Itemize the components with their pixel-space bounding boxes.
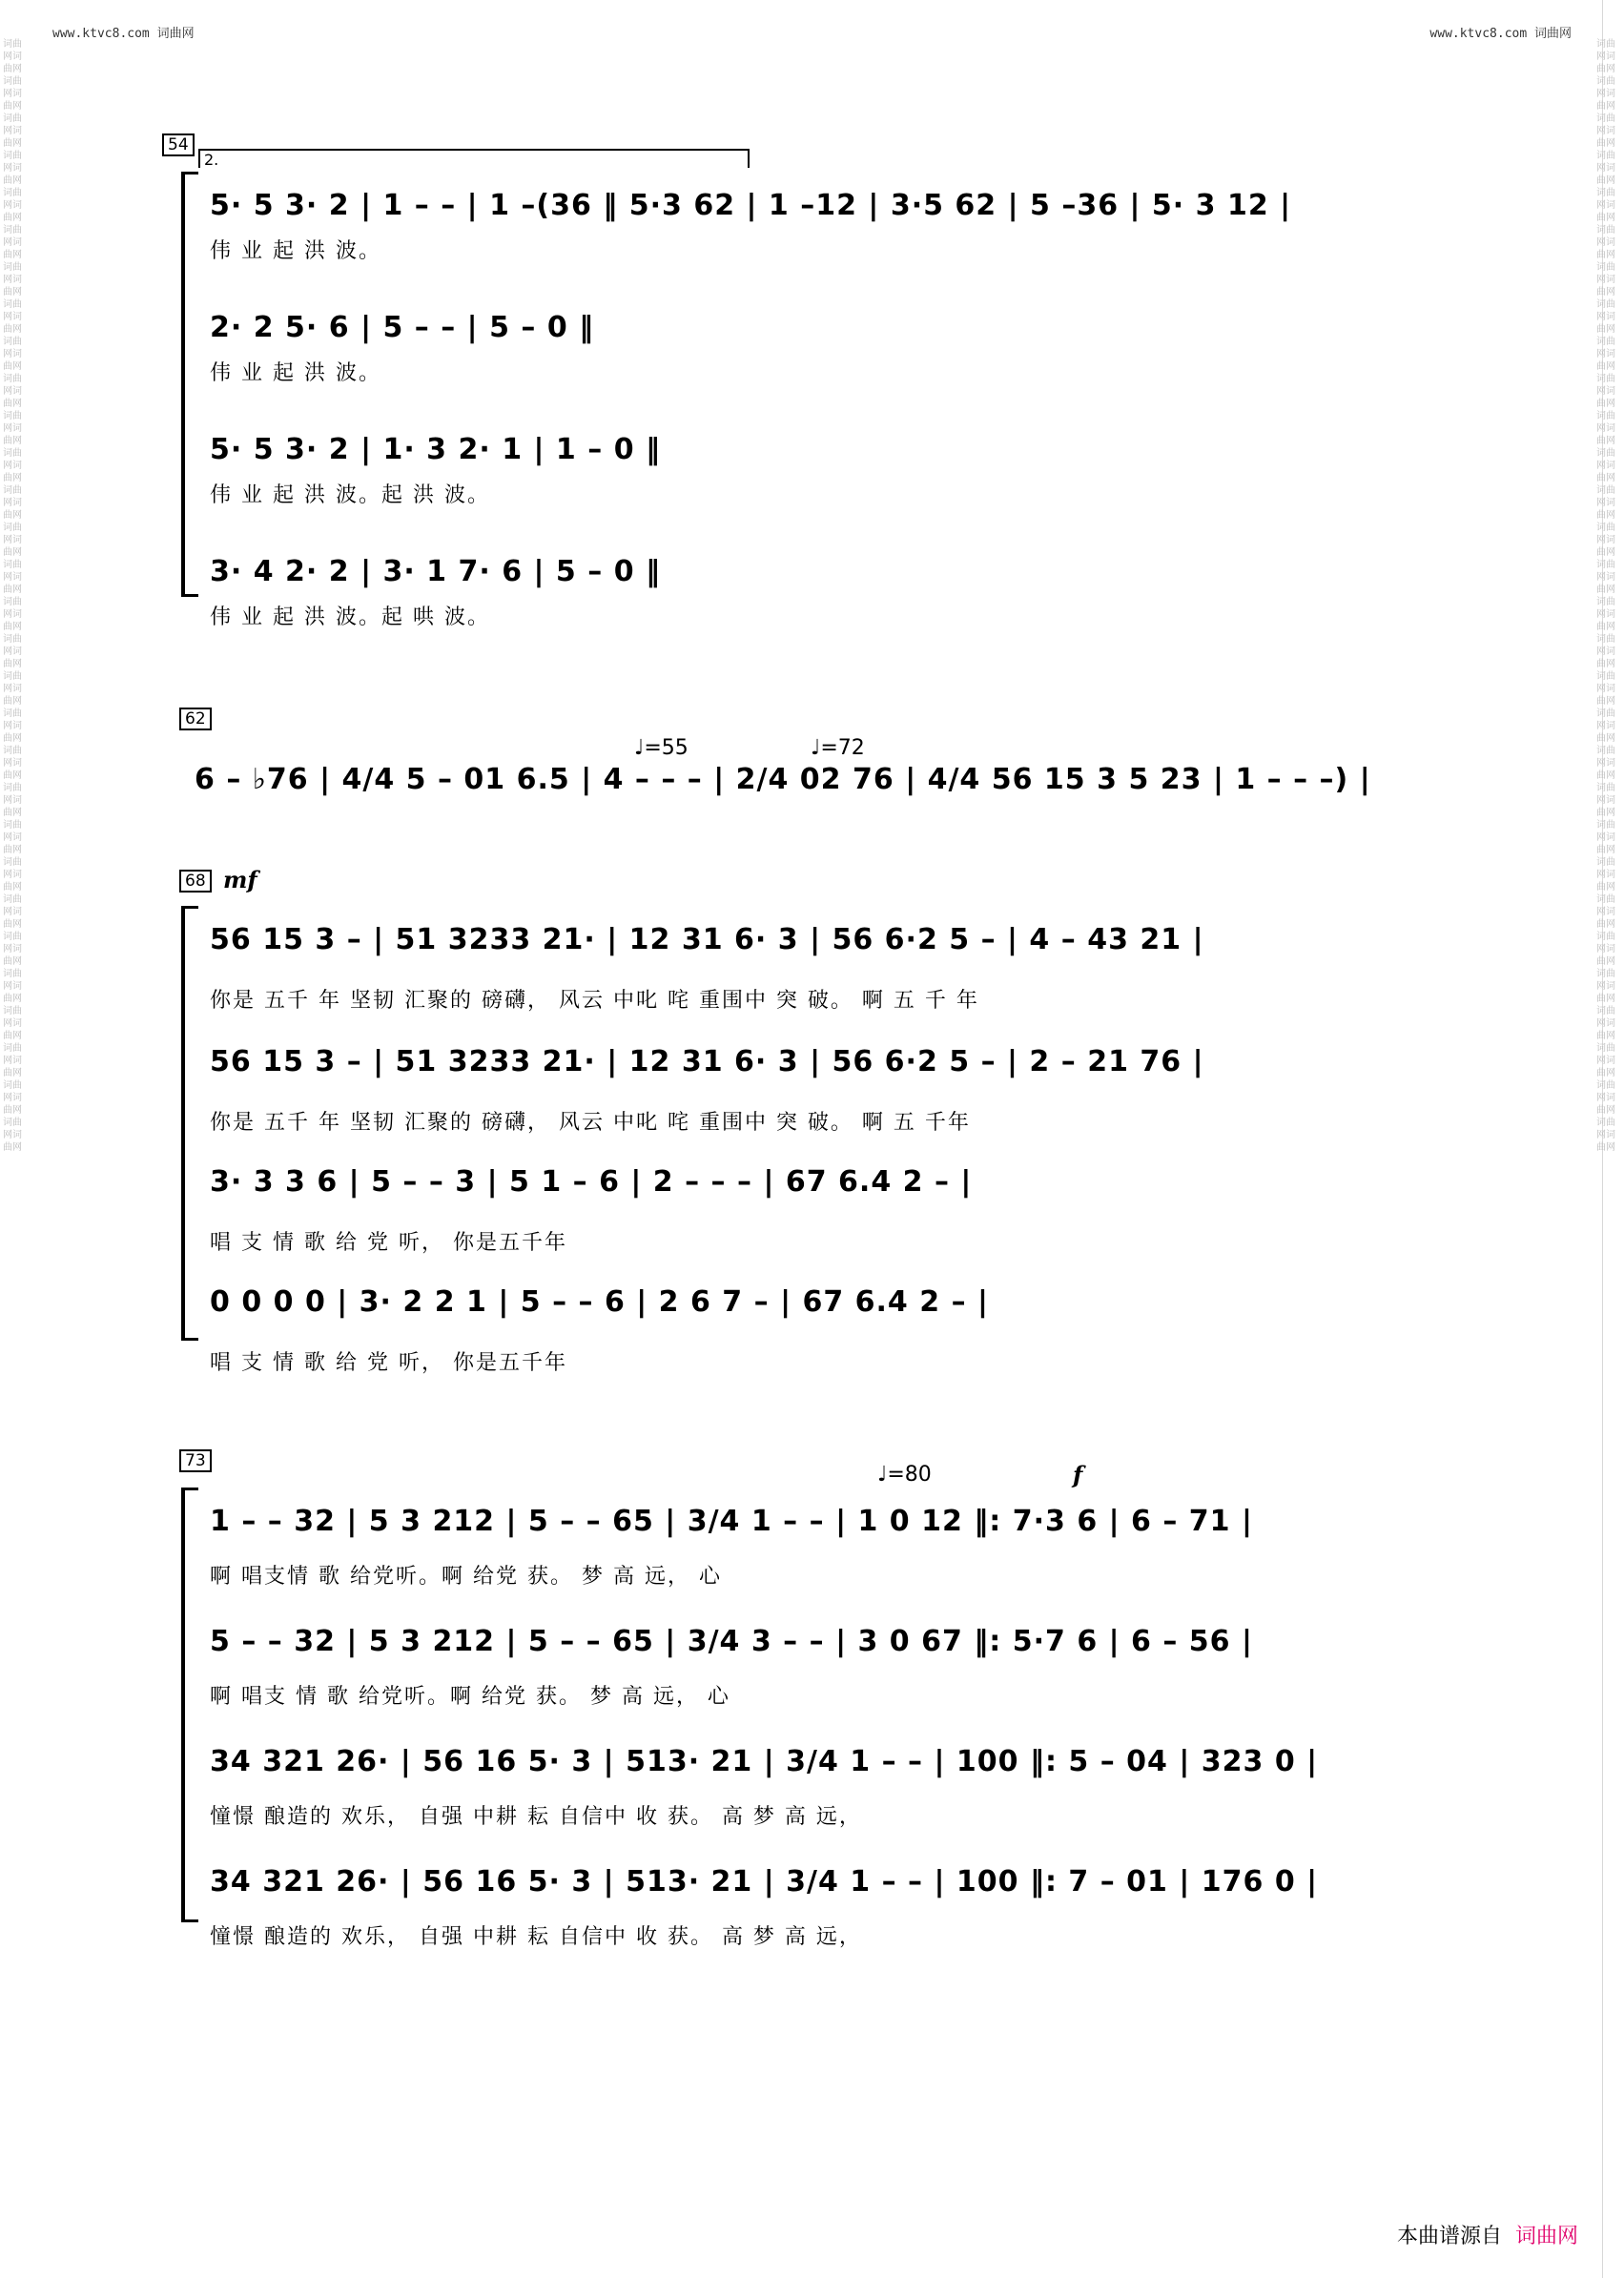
notation: 34 321 26· | 56 16 5· 3 | 513· 21 | 3/4 1 – – | 100 ‖: 5 – 04 | 323 0 | [210, 1745, 1319, 1778]
lyrics: 伟 业 起 洪 波。起 洪 波。 [210, 483, 490, 507]
score-system-73 [181, 1449, 1459, 1949]
dynamic-marking: f [1073, 1461, 1083, 1488]
footer-credit [1397, 2220, 1578, 2249]
notation: 6 – ♭76 | 4/4 5 – 01 6.5 | 4 – – – | 2/4 02 76 | 4/4 56 15 3 5 23 | 1 – – –) | [195, 763, 1371, 796]
lyrics: 憧憬 酿造的 欢乐， 自强 中耕 耘 自信中 收 获。 高 梦 高 远， [210, 1925, 862, 1949]
tempo-marking: ♩=80 [877, 1463, 932, 1487]
lyrics: 唱 支 情 歌 给 党 听， 你是五千年 [210, 1231, 567, 1255]
notation: 5 – – 32 | 5 3 212 | 5 – – 65 | 3/4 3 – – | 3 0 67 ‖: 5·7 6 | 6 – 56 | [210, 1625, 1253, 1658]
lyrics: 伟 业 起 洪 波。 [210, 239, 381, 263]
notation: 3· 3 3 6 | 5 – – 3 | 5 1 – 6 | 2 – – – | 67 6.4 2 – | [210, 1165, 973, 1199]
lyrics: 伟 业 起 洪 波。 [210, 361, 381, 385]
notation: 34 321 26· | 56 16 5· 3 | 513· 21 | 3/4 1 – – | 100 ‖: 7 – 01 | 176 0 | [210, 1865, 1319, 1898]
tempo-marking: ♩=55 [634, 736, 689, 760]
right-margin-watermark: 词曲网词曲网词曲网词曲网词曲网词曲网词曲网词曲网词曲网词曲网词曲网词曲网词曲网词曲网词曲网词曲网词曲网词曲网词曲网词曲网词曲网词曲网词曲网词曲网词曲网词曲网词曲网词曲网词曲网词曲网词曲网词曲网词曲网词曲网词曲网词曲网词曲网词曲网词曲网词曲网词曲网词曲网词曲网词曲网词曲网词曲网词曲网词曲网词曲网词曲网词曲网词曲网词曲网词曲网词曲网词曲网词曲网词曲网词曲网词曲网 [1596, 39, 1615, 1153]
header-left-url: www.ktvc8.com 词曲网 [52, 27, 195, 41]
dynamic-marking: mf [223, 866, 257, 893]
system-bracket [181, 1488, 198, 1922]
measure-number: 68 [179, 870, 212, 893]
notation: 0 0 0 0 | 3· 2 2 1 | 5 – – 6 | 2 6 7 – | 67 6.4 2 – | [210, 1285, 989, 1319]
tempo-marking: ♩=72 [811, 736, 865, 760]
notation: 2· 2 5· 6 | 5 – – | 5 – 0 ‖ [210, 311, 595, 344]
volta-bracket: 2. [198, 149, 750, 168]
system-bracket [181, 906, 198, 1341]
notation: 56 15 3 – | 51 3233 21· | 12 31 6· 3 | 56 6·2 5 – | 2 – 21 76 | [210, 1045, 1204, 1078]
notation: 3· 4 2· 2 | 3· 1 7· 6 | 5 – 0 ‖ [210, 555, 662, 588]
score-system-62 [181, 708, 1459, 822]
lyrics: 唱 支 情 歌 给 党 听， 你是五千年 [210, 1351, 567, 1375]
notation: 5· 5 3· 2 | 1 – – | 1 –(36 ‖ 5·3 62 | 1 –12 | 3·5 62 | 5 –36 | 5· 3 12 | [210, 189, 1292, 222]
lyrics: 你是 五千 年 坚韧 汇聚的 磅礴， 风云 中叱 咤 重围中 突 破。 啊 五 千 年 [210, 989, 979, 1013]
lyrics: 啊 唱支情 歌 给党听。啊 给党 获。 梦 高 远， 心 [210, 1565, 722, 1589]
lyrics: 憧憬 酿造的 欢乐， 自强 中耕 耘 自信中 收 获。 高 梦 高 远， [210, 1805, 862, 1829]
system-bracket [181, 172, 198, 597]
notation: 1 – – 32 | 5 3 212 | 5 – – 65 | 3/4 1 – – | 1 0 12 ‖: 7·3 6 | 6 – 71 | [210, 1505, 1253, 1538]
notation: 56 15 3 – | 51 3233 21· | 12 31 6· 3 | 56 6·2 5 – | 4 – 43 21 | [210, 923, 1204, 956]
measure-number: 54 [162, 133, 195, 156]
lyrics: 你是 五千 年 坚韧 汇聚的 磅礴， 风云 中叱 咤 重围中 突 破。 啊 五 千年 [210, 1111, 971, 1135]
measure-number: 62 [179, 708, 212, 730]
left-margin-watermark: 词曲网词曲网词曲网词曲网词曲网词曲网词曲网词曲网词曲网词曲网词曲网词曲网词曲网词曲网词曲网词曲网词曲网词曲网词曲网词曲网词曲网词曲网词曲网词曲网词曲网词曲网词曲网词曲网词曲网词曲网词曲网词曲网词曲网词曲网词曲网词曲网词曲网词曲网词曲网词曲网词曲网词曲网词曲网词曲网词曲网词曲网词曲网词曲网词曲网词曲网词曲网词曲网词曲网词曲网词曲网词曲网词曲网词曲网词曲网词曲网 [3, 39, 22, 1153]
site-link[interactable]: 词曲网 [1514, 2225, 1578, 2248]
score-system-54 [168, 133, 1459, 629]
source-label: 本曲谱源自 [1396, 2225, 1502, 2248]
lyrics: 伟 业 起 洪 波。起 哄 波。 [210, 605, 490, 629]
lyrics: 啊 唱支 情 歌 给党听。啊 给党 获。 梦 高 远， 心 [210, 1685, 730, 1709]
header-right-url: www.ktvc8.com 词曲网 [1429, 27, 1572, 41]
score-system-68 [181, 866, 1459, 1375]
measure-number: 73 [179, 1449, 212, 1472]
notation: 5· 5 3· 2 | 1· 3 2· 1 | 1 – 0 ‖ [210, 433, 662, 466]
